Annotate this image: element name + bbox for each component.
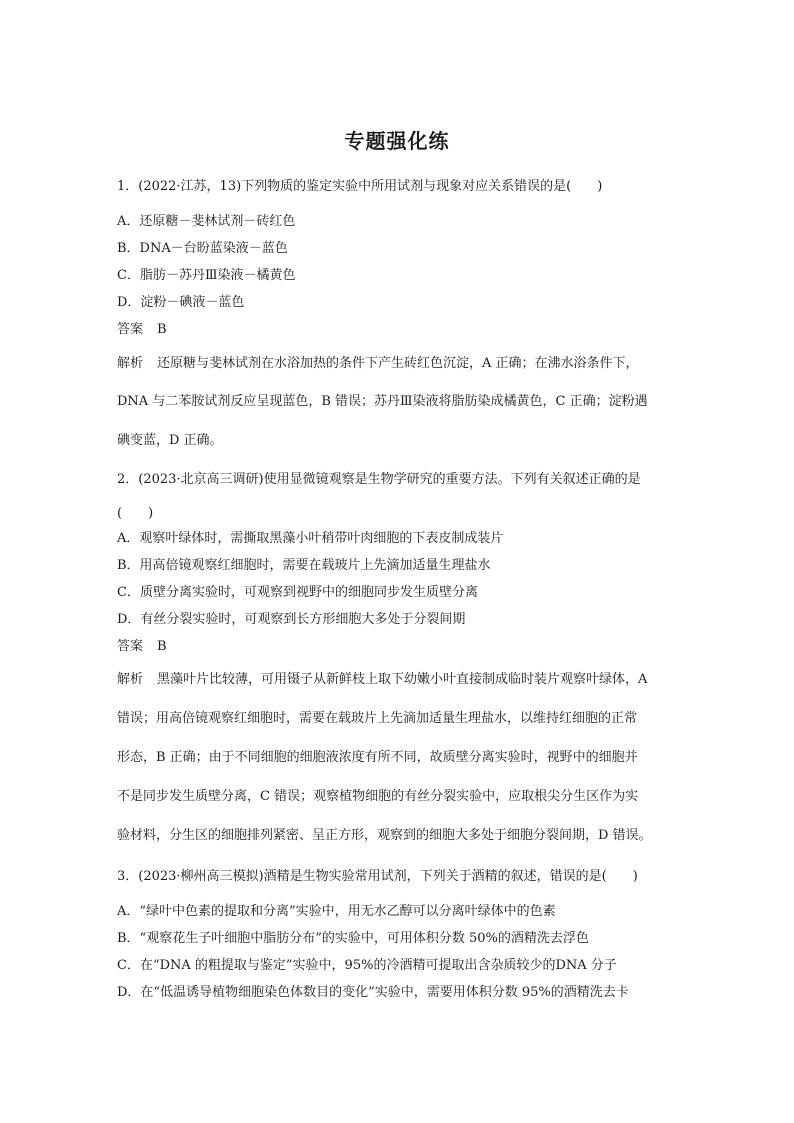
question-1-option-d: D．淀粉－碘液－蓝色 [117,295,245,310]
page-title: 专题强化练 [344,129,450,153]
answer-label: 答案 [117,639,144,654]
analysis-label: 解析 [117,356,144,371]
question-2-analysis-line-3: 形态，B 正确；由于不同细胞的细胞液浓度有所不同，故质壁分离实验时，视野中的细胞并 [117,750,638,765]
analysis-label: 解析 [117,672,144,687]
question-2-analysis-line-5: 验材料，分生区的细胞排列紧密、呈正方形，观察到的细胞大多处于细胞分裂间期，D 错误。 [117,828,652,843]
question-1-option-a: A．还原糖－斐林试剂－砖红色 [117,214,296,229]
question-2-answer [117,638,167,656]
question-2-analysis-line-4: 不是同步发生质壁分离，C 错误；观察植物细胞的有丝分裂实验中，应取根尖分生区作为实 [117,789,639,804]
question-2-analysis-line-2: 错误；用高倍镜观察红细胞时，需要在载玻片上先滴加适量生理盐水，以维持红细胞的正常 [117,711,638,726]
question-2-stem-line-1: 2．(2023·北京高三调研)使用显微镜观察是生物学研究的重要方法。下列有关叙述正确的是 [117,472,641,487]
question-1-option-b: B．DNA－台盼蓝染液－蓝色 [117,241,288,256]
question-1-answer [117,321,167,339]
question-1-analysis-line-3: 碘变蓝，D 正确。 [117,433,223,448]
question-3-stem: 3．(2023·柳州高三模拟)酒精是生物实验常用试剂，下列关于酒精的叙述，错误的是( ) [117,869,638,884]
question-3-option-b: B．“观察花生子叶细胞中脂肪分布”的实验中，可用体积分数 50%的酒精洗去浮色 [117,931,589,946]
question-3-option-d: D．在“低温诱导植物细胞染色体数目的变化”实验中，需要用体积分数 95%的酒精洗去卡 [117,985,629,1000]
answer-value: B [157,639,167,654]
analysis-text: 还原糖与斐林试剂在水浴加热的条件下产生砖红色沉淀，A 正确；在沸水浴条件下， [157,356,639,371]
question-1-stem: 1．(2022·江苏，13)下列物质的鉴定实验中所用试剂与现象对应关系错误的是( ) [117,179,603,194]
question-1-analysis-line-1 [117,355,639,373]
question-2-option-c: C．质壁分离实验时，可观察到视野中的细胞同步发生质壁分离 [117,585,478,600]
question-3-option-a: A．“绿叶中色素的提取和分离”实验中，用无水乙醇可以分离叶绿体中的色素 [117,904,556,919]
question-2-option-a: A．观察叶绿体时，需撕取黑藻小叶稍带叶肉细胞的下表皮制成装片 [117,531,504,546]
question-2-option-d: D．有丝分裂实验时，可观察到长方形细胞大多处于分裂间期 [117,612,466,627]
question-1-option-c: C．脂肪－苏丹Ⅲ染液－橘黄色 [117,268,296,283]
question-2-stem-line-2: ( ) [117,506,154,521]
answer-value: B [157,322,167,337]
question-2-option-b: B．用高倍镜观察红细胞时，需要在载玻片上先滴加适量生理盐水 [117,558,491,573]
question-2-analysis-line-1 [117,671,647,689]
question-1-analysis-line-2: DNA 与二苯胺试剂反应呈现蓝色，B 错误；苏丹Ⅲ染液将脂肪染成橘黄色，C 正确；淀粉遇 [117,394,648,409]
question-3-option-c: C．在“DNA 的粗提取与鉴定”实验中，95%的冷酒精可提取出含杂质较少的DNA 分子 [117,958,617,973]
answer-label: 答案 [117,322,144,337]
analysis-text: 黑藻叶片比较薄，可用镊子从新鲜枝上取下幼嫩小叶直接制成临时装片观察叶绿体，A [157,672,648,687]
